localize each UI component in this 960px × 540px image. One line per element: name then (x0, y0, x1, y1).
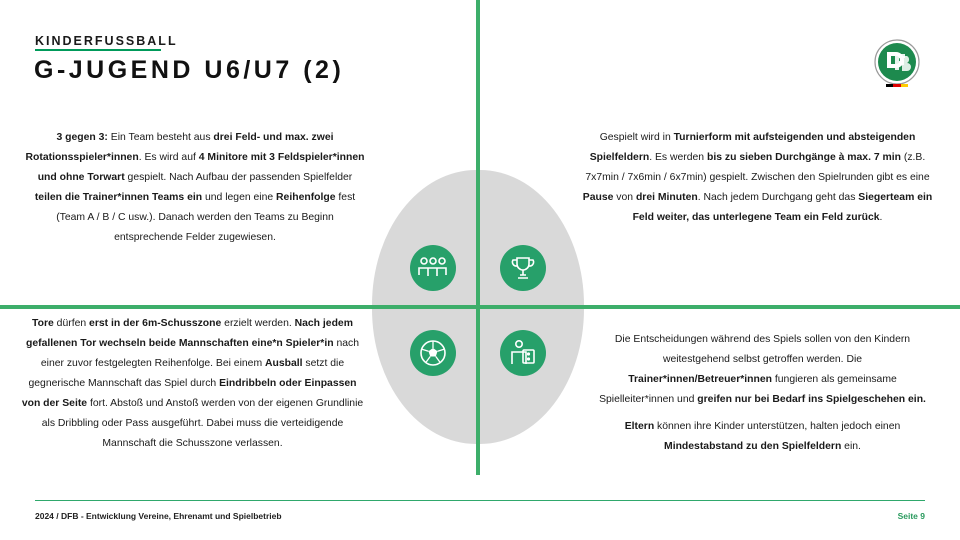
football-icon (410, 330, 456, 376)
text-segment: erst in der 6m-Schusszone (89, 318, 222, 329)
page-title: G-JUGEND U6/U7 (2) (34, 56, 345, 84)
text-segment: drei Feld- und max. zwei Rotationsspieler*innen (25, 132, 334, 163)
text-segment: Ausball (265, 358, 303, 369)
text-segment: setzt die gegnerische Mannschaft das Spiel durch (28, 358, 345, 389)
text-top-left (25, 128, 365, 248)
text-segment: und legen eine (202, 192, 277, 203)
text-segment: dürfen (53, 318, 90, 329)
circle-quadrant-bottom-left (372, 309, 476, 444)
text-segment: Nach jedem gefallenen Tor wechseln beide Mannschaften eine*n Spieler*in (26, 318, 353, 349)
text-segment: gespielt. Nach Aufbau der passenden Spielfelder (124, 172, 353, 183)
text-segment: drei Minuten (635, 192, 698, 203)
text-segment: Die Entscheidungen während des Spiels sollen von den Kindern weitestgehend selbst getroffen werden. Die (614, 334, 911, 365)
text-bottom-left (20, 314, 365, 454)
dfb-logo (872, 38, 922, 88)
kicker-underline (35, 49, 161, 51)
text-segment: 4 Minitore mit 3 Feldspieler*innen und ohne Torwart (37, 152, 365, 183)
section-kicker: KINDERFUSSBALL (35, 34, 178, 48)
text-segment: Mindestabstand zu den Spielfeldern (664, 441, 842, 452)
text-segment: Reihenfolge (276, 192, 336, 203)
text-segment: . Es wird auf (138, 152, 199, 163)
text-segment: Trainer*innen/Betreuer*innen (628, 374, 772, 385)
text-bottom-right-p2 (590, 417, 935, 457)
text-segment: Pause (582, 192, 614, 203)
text-segment: Ein Team besteht aus (107, 132, 214, 143)
text-segment: ein. (841, 441, 861, 452)
text-segment: Eltern (624, 421, 655, 432)
text-segment: von (613, 192, 636, 203)
text-segment: nach einer zuvor festgelegten Reihenfolge. Bei einem (40, 338, 359, 369)
text-segment: fungieren als gemeinsame Spielleiter*innen und (599, 374, 897, 405)
text-segment: bis zu sieben Durchgänge à max. 7 min (706, 152, 901, 163)
text-segment: können ihre Kinder unterstützen, halten jedoch einen (654, 421, 901, 432)
text-segment: (z.B. 7x7min / 7x6min / 6x7min) gespielt. Zwischen den Spielrunden gibt es eine (585, 152, 930, 183)
text-segment: Turnierform mit aufsteigenden und absteigenden Spielfeldern (589, 132, 916, 163)
page-number: Seite 9 (897, 511, 925, 521)
text-segment: erzielt werden. (221, 318, 295, 329)
footer-text: 2024 / DFB - Entwicklung Vereine, Ehrenamt und Spielbetrieb (35, 511, 282, 521)
text-segment: . Nach jedem Durchgang geht das (697, 192, 859, 203)
horizontal-divider (0, 305, 960, 309)
trophy-icon (500, 245, 546, 291)
text-segment: greifen nur bei Bedarf ins Spielgeschehen ein. (697, 394, 926, 405)
text-segment: fest (Team A / B / C usw.). Danach werden den Teams zu Beginn entsprechende Felder zugewiesen. (56, 192, 356, 243)
text-segment: Gespielt wird in (599, 132, 674, 143)
footer-divider (35, 500, 925, 501)
vertical-divider (476, 0, 480, 475)
circle-quadrant-bottom-right (480, 309, 584, 444)
text-segment: teilen die Trainer*innen Teams ein (34, 192, 203, 203)
team-icon (410, 245, 456, 291)
text-bottom-right-p1 (590, 330, 935, 410)
text-top-right (580, 128, 935, 228)
text-segment: . (879, 212, 883, 223)
text-segment: Siegerteam ein Feld weiter, das unterlegene Team ein Feld zurück (632, 192, 933, 223)
text-segment: Tore (32, 318, 54, 329)
text-segment: Eindribbeln oder Einpassen von der Seite (21, 378, 357, 409)
text-segment: . Es werden (649, 152, 707, 163)
text-segment: fort. Abstoß und Anstoß werden von der eigenen Grundlinie als Dribbling oder Pass ausgeführt. Dabei muss die verteidigende Mannschaft die Schusszone verlassen. (41, 398, 364, 449)
text-bottom-right (590, 330, 935, 457)
text-segment: 3 gegen 3: (56, 132, 108, 143)
coach-icon (500, 330, 546, 376)
